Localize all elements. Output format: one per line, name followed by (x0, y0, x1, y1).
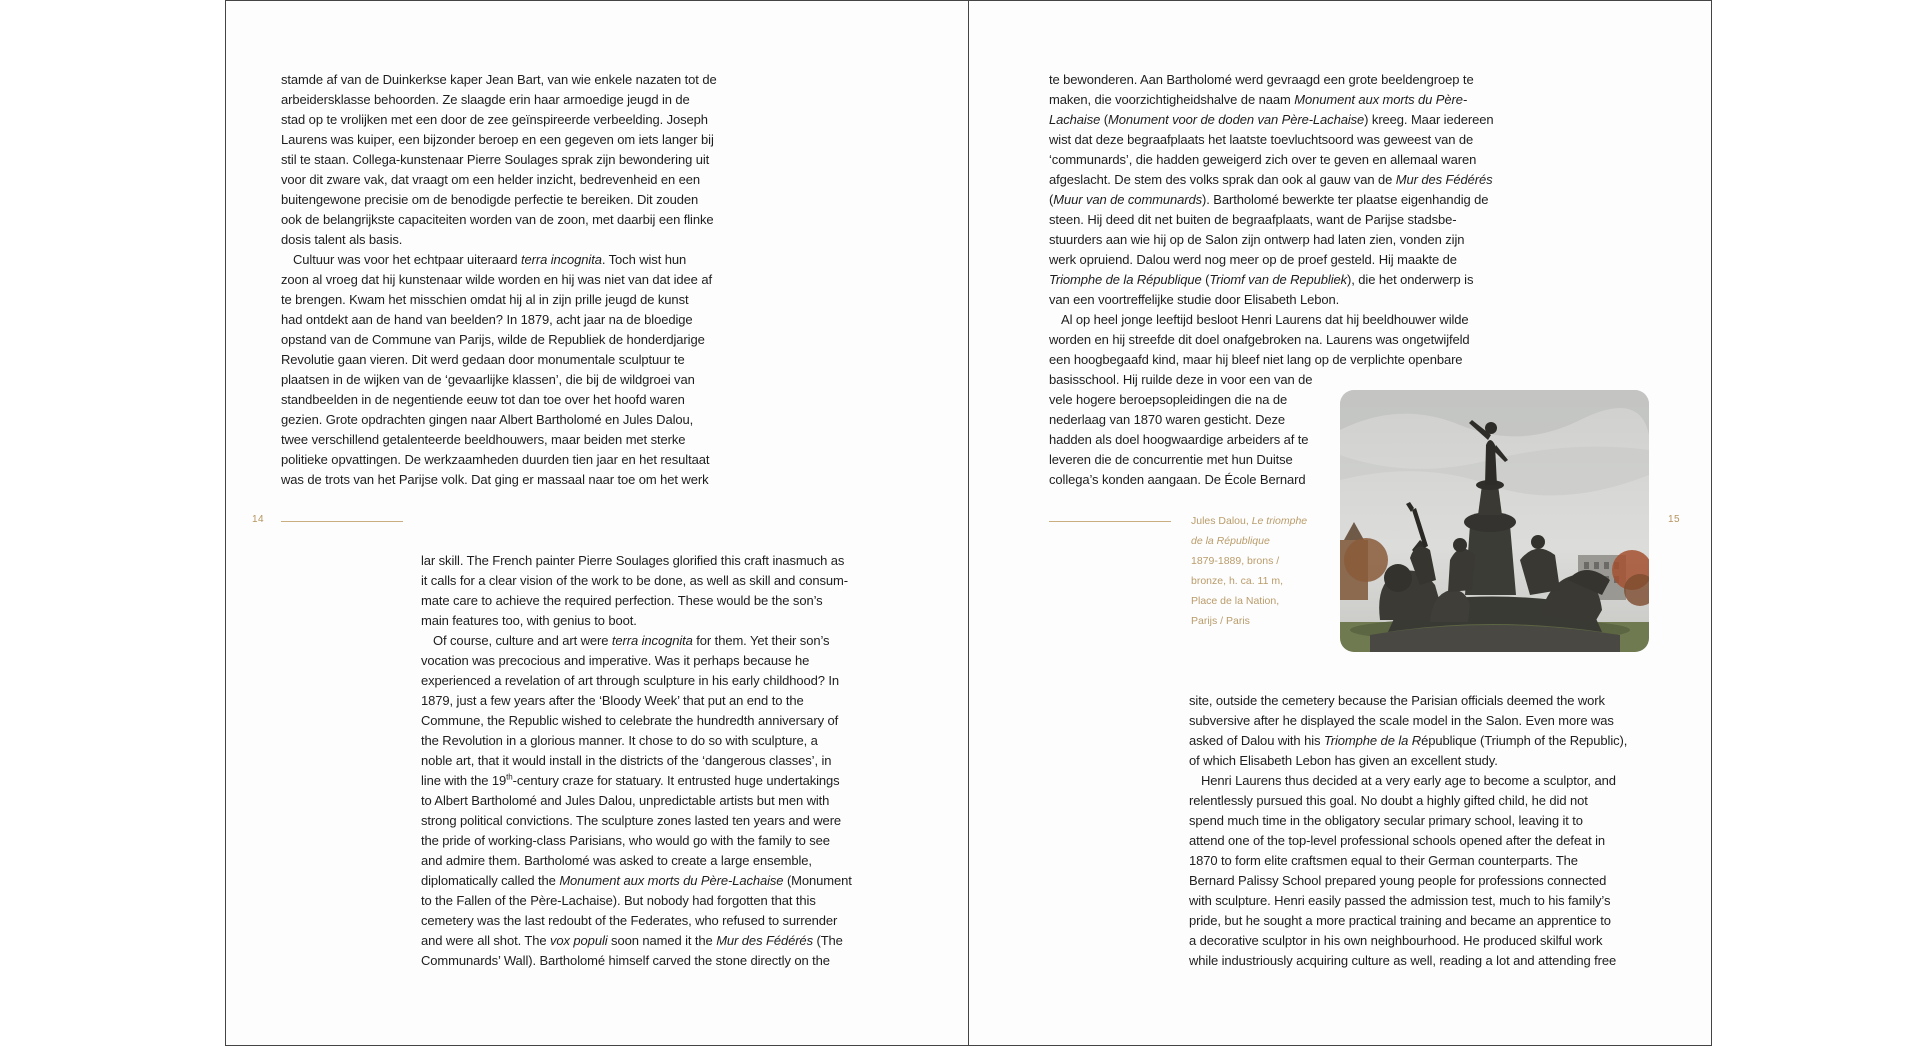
text-line: stamde af van de Duinkerkse kaper Jean Bart, van wie enkele nazaten tot de (281, 72, 717, 87)
text-line: twee verschillend getalenteerde beeldhouwers, maar beiden met sterke (281, 432, 686, 447)
text-line: with sculpture. Henri easily passed the admission test, much to his family’s (1189, 893, 1611, 908)
text-line: to the Fallen of the Père-Lachaise). But nobody had forgotten that this (421, 893, 816, 908)
text-line: stuurders aan wie hij op de Salon zijn ontwerp had laten zien, vonden zijn (1049, 232, 1465, 247)
text-line: relentlessly pursued this goal. No doubt a highly gifted child, he did not (1189, 793, 1588, 808)
text-line: worden en hij streefde dit doel onafgebroken na. Laurens was ongetwijfeld (1049, 332, 1470, 347)
text-line: lar skill. The French painter Pierre Soulages glorified this craft inasmuch as (421, 553, 845, 568)
text-line: mate care to achieve the required perfection. These would be the son’s (421, 593, 823, 608)
text-line: leveren die de concurrentie met hun Duitse (1049, 452, 1293, 467)
left-english-text (421, 551, 852, 971)
text-line: wist dat deze begraafplaats het laatste toevluchtsoord was geweest van de (1049, 132, 1474, 147)
text-line: arbeidersklasse behoorden. Ze slaagde erin haar armoedige jeugd in de (281, 92, 690, 107)
text-line: dosis talent als basis. (281, 232, 403, 247)
text-line: spend much time in the obligatory secular primary school, leaving it to (1189, 813, 1583, 828)
text-line: 1870 to form elite craftsmen equal to their German counterparts. The (1189, 853, 1578, 868)
text-line: 1879, just a few years after the ‘Bloody Week’ that put an end to the (421, 693, 804, 708)
text-line: Communards’ Wall). Bartholomé himself carved the stone directly on the (421, 953, 830, 968)
text-line: nederlaag van 1870 waren gesticht. Deze (1049, 412, 1286, 427)
text-line: Triomphe de la République (Triomf van de Republiek), die het onderwerp is (1049, 272, 1474, 287)
text-line: Revolutie gaan vieren. Dit werd gedaan door monumentale sculptuur te (281, 352, 685, 367)
text-line: site, outside the cemetery because the Parisian officials deemed the work (1189, 693, 1605, 708)
text-line: vocation was precocious and imperative. Was it perhaps because he (421, 653, 810, 668)
text-line: maken, die voorzichtigheidshalve de naam Monument aux morts du Père- (1049, 92, 1468, 107)
text-line: the Revolution in a glorious manner. It chose to do so with sculpture, a (421, 733, 818, 748)
text-line: Al op heel jonge leeftijd besloot Henri Laurens dat hij beeldhouwer wilde (1061, 312, 1469, 327)
left-dutch-text (281, 70, 717, 490)
text-line: of which Elisabeth Lebon has given an excellent study. (1189, 753, 1498, 768)
text-line: pride, but he sought a more practical training and became an apprentice to (1189, 913, 1611, 928)
text-line: Commune, the Republic wished to celebrate the hundredth anniversary of (421, 713, 839, 728)
text-line: stil te staan. Collega-kunstenaar Pierre Soulages sprak zijn bewondering uit (281, 152, 710, 167)
caption-line: Jules Dalou, Le triomphe (1191, 515, 1308, 527)
divider-line (281, 521, 403, 522)
caption-line: de la République (1191, 535, 1270, 547)
page-number: 14 (252, 514, 265, 525)
text-line: gezien. Grote opdrachten gingen naar Albert Bartholomé en Jules Dalou, (281, 412, 694, 427)
caption-line: 1879-1889, brons / (1191, 555, 1280, 567)
text-line: afgeslacht. De stem des volks sprak dan ook al gauw van de Mur des Fédérés (1049, 172, 1493, 187)
right-english-text (1189, 691, 1627, 971)
caption-line: bronze, h. ca. 11 m, (1191, 575, 1284, 587)
text-line: basisschool. Hij ruilde deze in voor een van de (1049, 372, 1313, 387)
text-line: Of course, culture and art were terra incognita for them. Yet their son’s (433, 633, 830, 648)
page-number: 15 (1668, 514, 1681, 525)
text-line: stad op te vrolijken met een door de zee geïnspireerde verbeelding. Joseph (281, 112, 708, 127)
text-line: noble art, that it would install in the districts of the ‘dangerous classes’, in (421, 753, 832, 768)
text-line: zoon al vroeg dat hij kunstenaar wilde worden en hij was niet van dat idee af (281, 272, 712, 287)
text-line: a decorative sculptor in his own neighbourhood. He produced skilful work (1189, 933, 1603, 948)
text-line: main features too, with genius to boot. (421, 613, 637, 628)
text-line: een hoogbegaafd kind, maar hij bleef niet lang op de verplichte openbare (1049, 352, 1463, 367)
text-line: Cultuur was voor het echtpaar uiteraard terra incognita. Toch wist hun (293, 252, 687, 267)
text-line: buitengewone precisie om de benodigde perfectie te bereiken. Dit zouden (281, 192, 699, 207)
statue-photo (1340, 390, 1649, 652)
caption-line: Parijs / Paris (1191, 615, 1250, 627)
text-line: had ontdekt aan de hand van beelden? In 1879, acht jaar na de bloedige (281, 312, 693, 327)
text-line: attend one of the top-level professional schools opened after the defeat in (1189, 833, 1606, 848)
text-line: to Albert Bartholomé and Jules Dalou, unpredictable artists but men with (421, 793, 830, 808)
image-caption (1191, 511, 1307, 631)
text-line: werk opruiend. Dalou werd nog meer op de proef gesteld. Hij maakte de (1049, 252, 1457, 267)
divider-line (1049, 521, 1171, 522)
text-line: the pride of working-class Parisians, who would go with the family to see (421, 833, 830, 848)
text-line: ook de belangrijkste capaciteiten worden van de zoon, met daarbij een flinke (281, 212, 714, 227)
text-line: te bewonderen. Aan Bartholomé werd gevraagd een grote beeldengroep te (1049, 72, 1474, 87)
text-line: te brengen. Kwam het misschien omdat hij al in zijn prille jeugd de kunst (281, 292, 689, 307)
text-line: hadden als doel hoogwaardige arbeiders af te (1049, 432, 1309, 447)
text-line: politieke opvattingen. De werkzaamheden duurden tien jaar en het resultaat (281, 452, 710, 467)
caption-line: Place de la Nation, (1191, 595, 1280, 607)
text-line: collega’s konden aangaan. De École Bernard (1049, 472, 1306, 487)
text-line: diplomatically called the Monument aux morts du Père-Lachaise (Monument (421, 873, 852, 888)
text-line: voor dit zware vak, dat vraagt om een helder inzicht, bedrevenheid en een (281, 172, 701, 187)
text-line: line with the 19th-century craze for statuary. It entrusted huge undertakings (421, 772, 840, 788)
text-line: while industriously acquiring culture as well, reading a lot and attending free (1189, 953, 1617, 968)
text-line: standbeelden in de negentiende eeuw tot dan toe over het hoofd waren (281, 392, 685, 407)
text-line: plaatsen in de wijken van de ‘gevaarlijke klassen’, die bij de wildgroei van (281, 372, 695, 387)
text-line: steen. Hij deed dit net buiten de begraafplaats, want de Parijse stadsbe- (1049, 212, 1457, 227)
text-line: and were all shot. The vox populi soon named it the Mur des Fédérés (The (421, 933, 843, 948)
text-line: and admire them. Bartholomé was asked to create a large ensemble, (421, 853, 812, 868)
text-line: strong political convictions. The sculpture zones lasted ten years and were (421, 813, 842, 828)
text-line: subversive after he displayed the scale model in the Salon. Even more was (1189, 713, 1614, 728)
text-line: was de trots van het Parijse volk. Dat ging er massaal naar toe om het werk (281, 472, 709, 487)
text-line: Henri Laurens thus decided at a very early age to become a sculptor, and (1201, 773, 1616, 788)
statue-photo-illustration (1340, 390, 1649, 652)
text-line: experienced a revelation of art through sculpture in his early childhood? In (421, 673, 840, 688)
text-line: van een voortreffelijke studie door Elisabeth Lebon. (1049, 292, 1340, 307)
text-line: vele hogere beroepsopleidingen die na de (1049, 392, 1288, 407)
text-line: (Muur van de communards). Bartholomé bewerkte ter plaatse eigenhandig de (1049, 192, 1489, 207)
text-line: it calls for a clear vision of the work to be done, as well as skill and consum- (421, 573, 848, 588)
text-line: Lachaise (Monument voor de doden van Père-Lachaise) kreeg. Maar iedereen (1049, 112, 1494, 127)
text-line: asked of Dalou with his Triomphe de la République (Triumph of the Republic), (1189, 733, 1628, 748)
text-line: opstand van de Commune van Parijs, wilde de Republiek de honderdjarige (281, 332, 705, 347)
text-line: cemetery was the last redoubt of the Federates, who refused to surrender (421, 913, 838, 928)
text-line: Laurens was kuiper, een bijzonder beroep en een gegeven om iets langer bij (281, 132, 714, 147)
text-line: ‘communards’, die hadden geweigerd zich over te geven en allemaal waren (1049, 152, 1477, 167)
text-line: Bernard Palissy School prepared young people for professions connected (1189, 873, 1607, 888)
